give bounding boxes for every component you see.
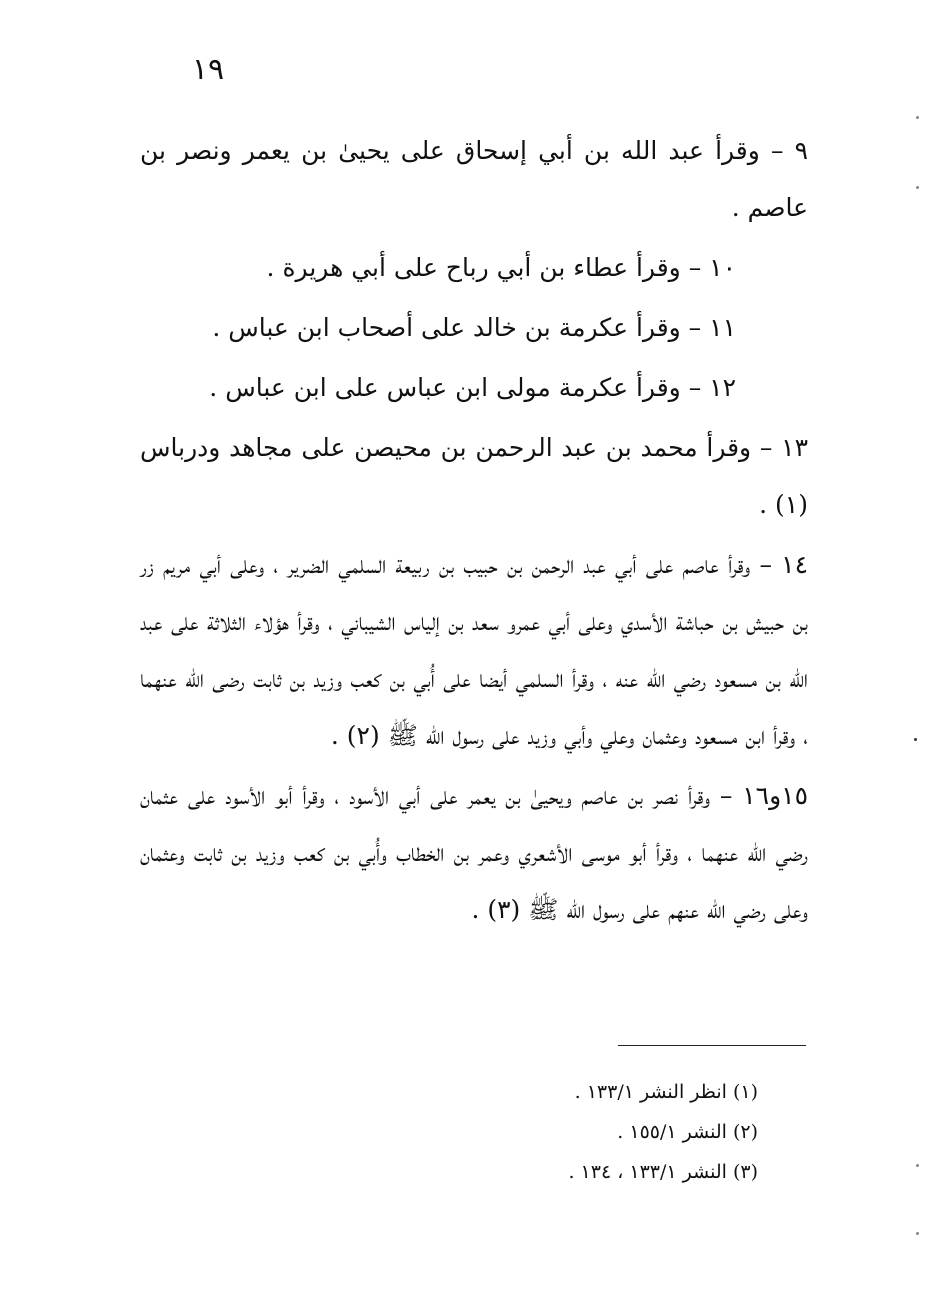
paragraph-10: ١٠ – وقرأ عطاء بن أبي رباح على أبي هريرة .: [266, 253, 736, 282]
paragraph-12: ١٢ – وقرأ عكرمة مولى ابن عباس على ابن عباس .: [209, 373, 736, 402]
footnote-1: (١) انظر النشر ١٣٣/١ .: [574, 1081, 758, 1103]
footnote-2: (٢) النشر ١٥٥/١ .: [617, 1121, 758, 1143]
scan-speck: [916, 186, 919, 189]
page-number: ١٩: [191, 52, 225, 87]
paragraph-11: ١١ – وقرأ عكرمة بن خالد على أصحاب ابن عباس .: [212, 313, 736, 342]
scan-speck: [916, 1232, 919, 1235]
paragraph-13: ١٣ – وقرأ محمد بن عبد الرحمن بن محيصن على مجاهد ودرباس (١) .: [140, 433, 808, 519]
footnote-3: (٣) النشر ١٣٣/١ ، ١٣٤ .: [568, 1161, 758, 1183]
main-text: [140, 122, 808, 938]
scan-speck: [916, 1164, 919, 1167]
footnote-divider: [618, 1045, 806, 1046]
scan-speck: [916, 116, 919, 119]
paragraph-14: ١٤ – وقرأ عاصم على أبي عبد الرحمن بن حبيب بن ربيعة السلمي الضرير ، وعلى أبي مريم زر بن حبيش بن حباشة الأسدي وعلى أبي عمرو سعد بن إلياس الشيباني ، وقرأ هؤلاء الثلاثة على عبد الله بن مسعود رضي الله عنه ، وقرأ السلمي أيضا على أُبي بن كعب وزيد بن ثابت رضى الله عنهما ، وقرأ ابن مسعود وعثمان وعلي وأبي وزيد على رسول الله ﷺ (٢) .: [140, 550, 808, 750]
scan-speck: [914, 738, 917, 741]
paragraph-9: ٩ – وقرأ عبد الله بن أبي إسحاق على يحيىٰ بن يعمر ونصر بن عاصم .: [140, 136, 808, 222]
footnotes: [440, 1072, 758, 1192]
paragraph-15-16: ١٥و١٦ – وقرأ نصر بن عاصم ويحيىٰ بن يعمر على أبي الأسود ، وقرأ أبو الأسود على عثمان رضي الله عنهما ، وقرأ أبو موسى الأشعري وعمر بن الخطاب وأُبي بن كعب وزيد بن ثابت وعثمان وعلى رضي الله عنهم على رسول الله ﷺ (٣) .: [140, 781, 808, 924]
